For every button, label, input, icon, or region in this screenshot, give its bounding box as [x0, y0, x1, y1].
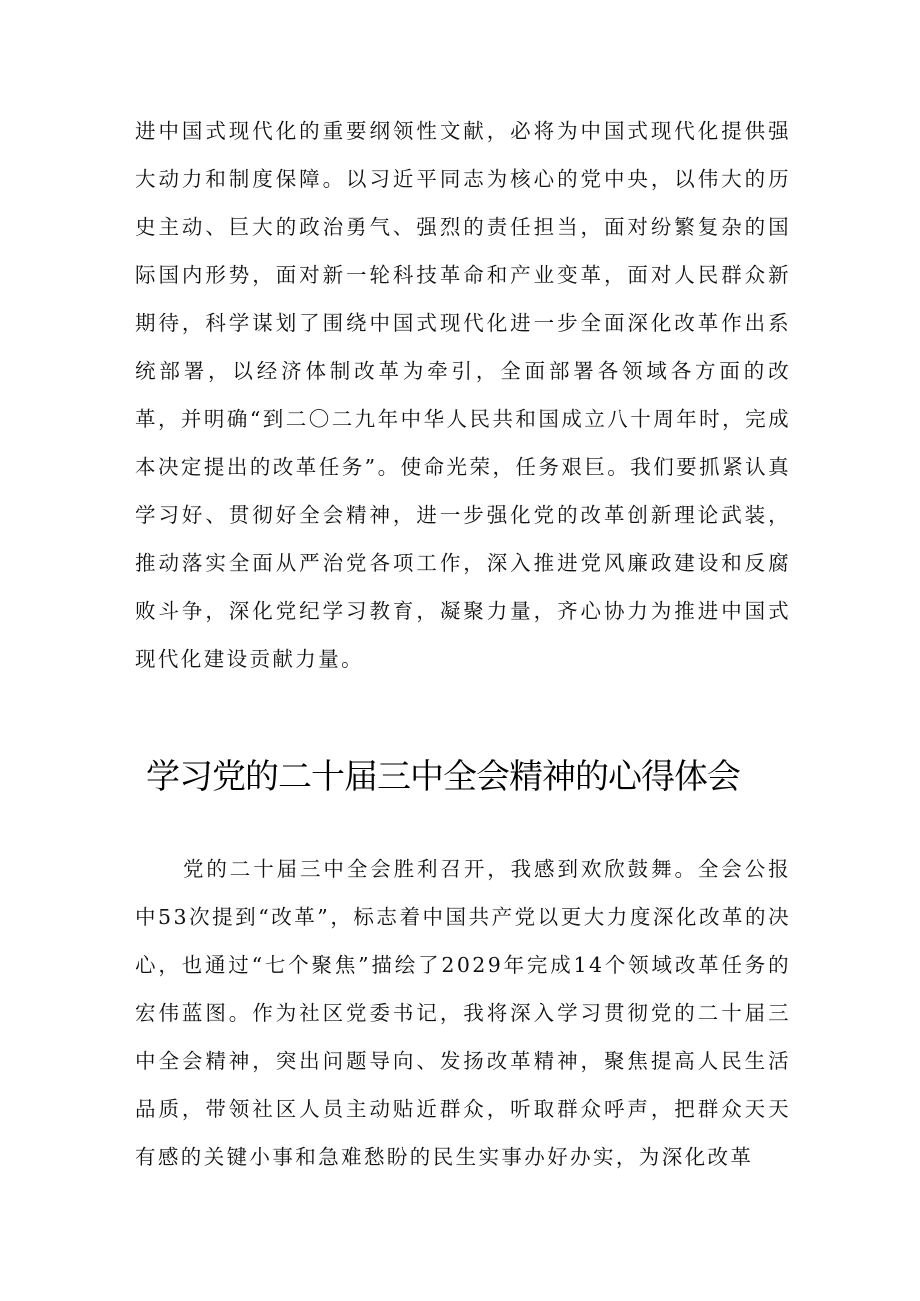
body-paragraph-2: 党的二十届三中全会胜利召开，我感到欢欣鼓舞。全会公报中53次提到“改革”，标志着中国共产党以更大力度深化改革的决心，也通过“七个聚焦”描绘了2029年完成14个领域改革任务的宏伟蓝图。作为社区党委书记，我将深入学习贯彻党的二十届三中全会精神，突出问题导向、发扬改革精神，聚焦提高人民生活品质，带领社区人员主动贴近群众，听取群众呼声，把群众天天有感的关键小事和急难愁盼的民生实事办好办实，为深化改革 — [135, 857, 791, 1169]
body-paragraph-1: 进中国式现代化的重要纲领性文献，必将为中国式现代化提供强大动力和制度保障。以习近平同志为核心的党中央，以伟大的历史主动、巨大的政治勇气、强烈的责任担当，面对纷繁复杂的国际国内形势，面对新一轮科技革命和产业变革，面对人民群众新期待，科学谋划了围绕中国式现代化进一步全面深化改革作出系统部署，以经济体制改革为牵引，全面部署各领域各方面的改革，并明确“到二〇二九年中华人民共和国成立八十周年时，完成本决定提出的改革任务”。使命光荣，任务艰巨。我们要抓紧认真学习好、贯彻好全会精神，进一步强化党的改革创新理论武装，推动落实全面从严治党各项工作，深入推进党风廉政建设和反腐败斗争，深化党纪学习教育，凝聚力量，齐心协力为推进中国式现代化建设贡献力量。 — [135, 119, 791, 671]
article-title: 学习党的二十届三中全会精神的心得体会 — [146, 757, 740, 797]
